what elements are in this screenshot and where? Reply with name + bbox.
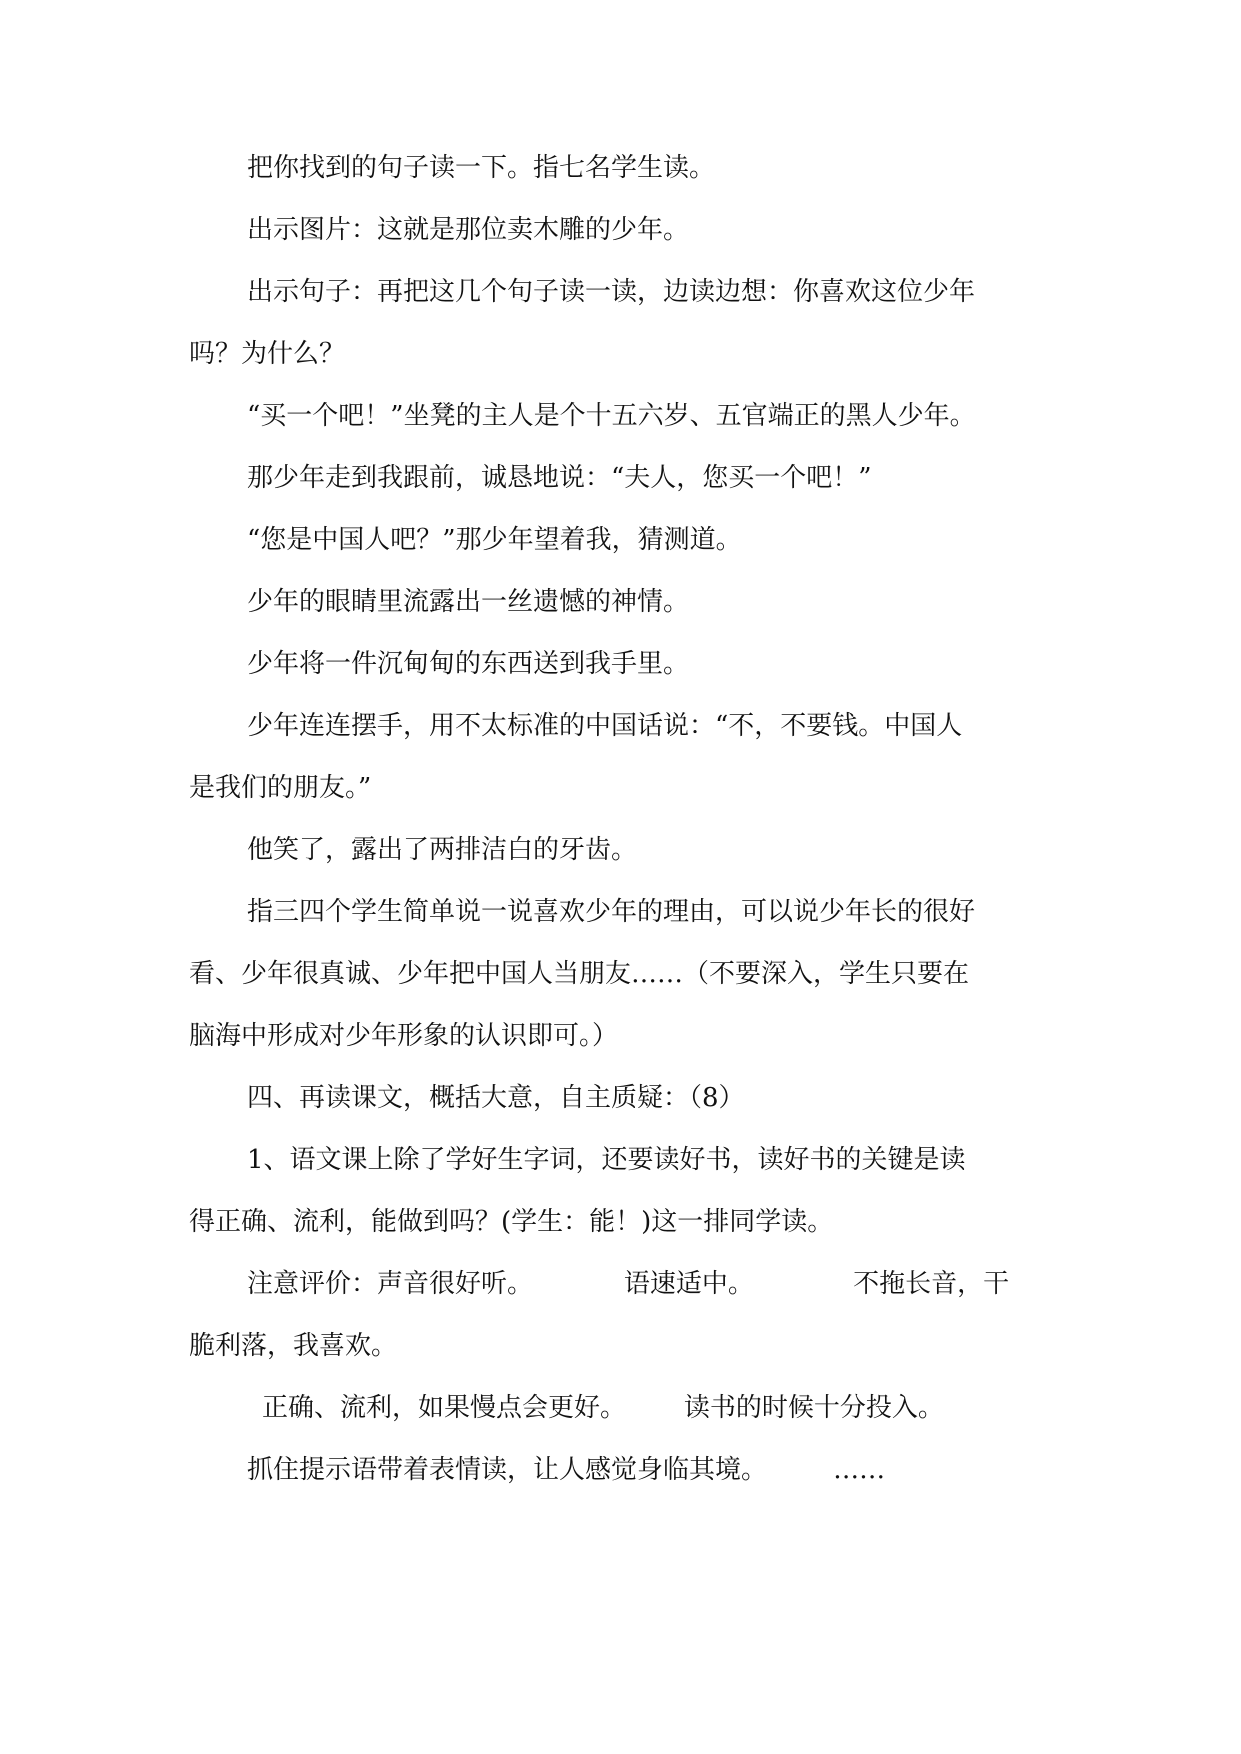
paragraph-line: 正确、流利，如果慢点会更好。 读书的时候十分投入。 bbox=[262, 1393, 944, 1423]
paragraph-line: 得正确、流利，能做到吗？(学生：能！)这一排同学读。 bbox=[189, 1207, 834, 1237]
paragraph-line: 指三四个学生简单说一说喜欢少年的理由，可以说少年长的很好 bbox=[247, 897, 976, 927]
paragraph-line: 他笑了，露出了两排洁白的牙齿。 bbox=[247, 835, 638, 865]
paragraph-line: 脆利落，我喜欢。 bbox=[189, 1331, 398, 1361]
paragraph-line: 看、少年很真诚、少年把中国人当朋友……（不要深入，学生只要在 bbox=[189, 959, 970, 989]
paragraph-line: 是我们的朋友。” bbox=[189, 773, 372, 803]
paragraph-line: 那少年走到我跟前，诚恳地说：“夫人，您买一个吧！” bbox=[247, 463, 872, 493]
paragraph-line: 少年连连摆手，用不太标准的中国话说：“不，不要钱。中国人 bbox=[247, 711, 963, 741]
paragraph-line: 抓住提示语带着表情读，让人感觉身临其境。 …… bbox=[247, 1455, 886, 1485]
paragraph-line: 出示句子：再把这几个句子读一读，边读边想：你喜欢这位少年 bbox=[247, 277, 976, 307]
paragraph-line: 1、语文课上除了学好生字词，还要读好书，读好书的关键是读 bbox=[247, 1145, 966, 1175]
paragraph-line: “您是中国人吧？”那少年望着我，猜测道。 bbox=[247, 525, 742, 555]
section-heading: 四、再读课文，概括大意，自主质疑：（8） bbox=[247, 1083, 745, 1113]
paragraph-line: 把你找到的句子读一下。指七名学生读。 bbox=[247, 153, 716, 183]
paragraph-line: 注意评价：声音很好听。 语速适中。 不拖长音，干 bbox=[247, 1269, 1010, 1299]
paragraph-line: 脑海中形成对少年形象的认识即可。） bbox=[189, 1021, 619, 1051]
paragraph-line: 出示图片：这就是那位卖木雕的少年。 bbox=[247, 215, 690, 245]
paragraph-line: 少年的眼睛里流露出一丝遗憾的神情。 bbox=[247, 587, 690, 617]
paragraph-line: “买一个吧！”坐凳的主人是个十五六岁、五官端正的黑人少年。 bbox=[247, 401, 976, 431]
paragraph-line: 吗？为什么？ bbox=[189, 339, 346, 369]
paragraph-line: 少年将一件沉甸甸的东西送到我手里。 bbox=[247, 649, 690, 679]
